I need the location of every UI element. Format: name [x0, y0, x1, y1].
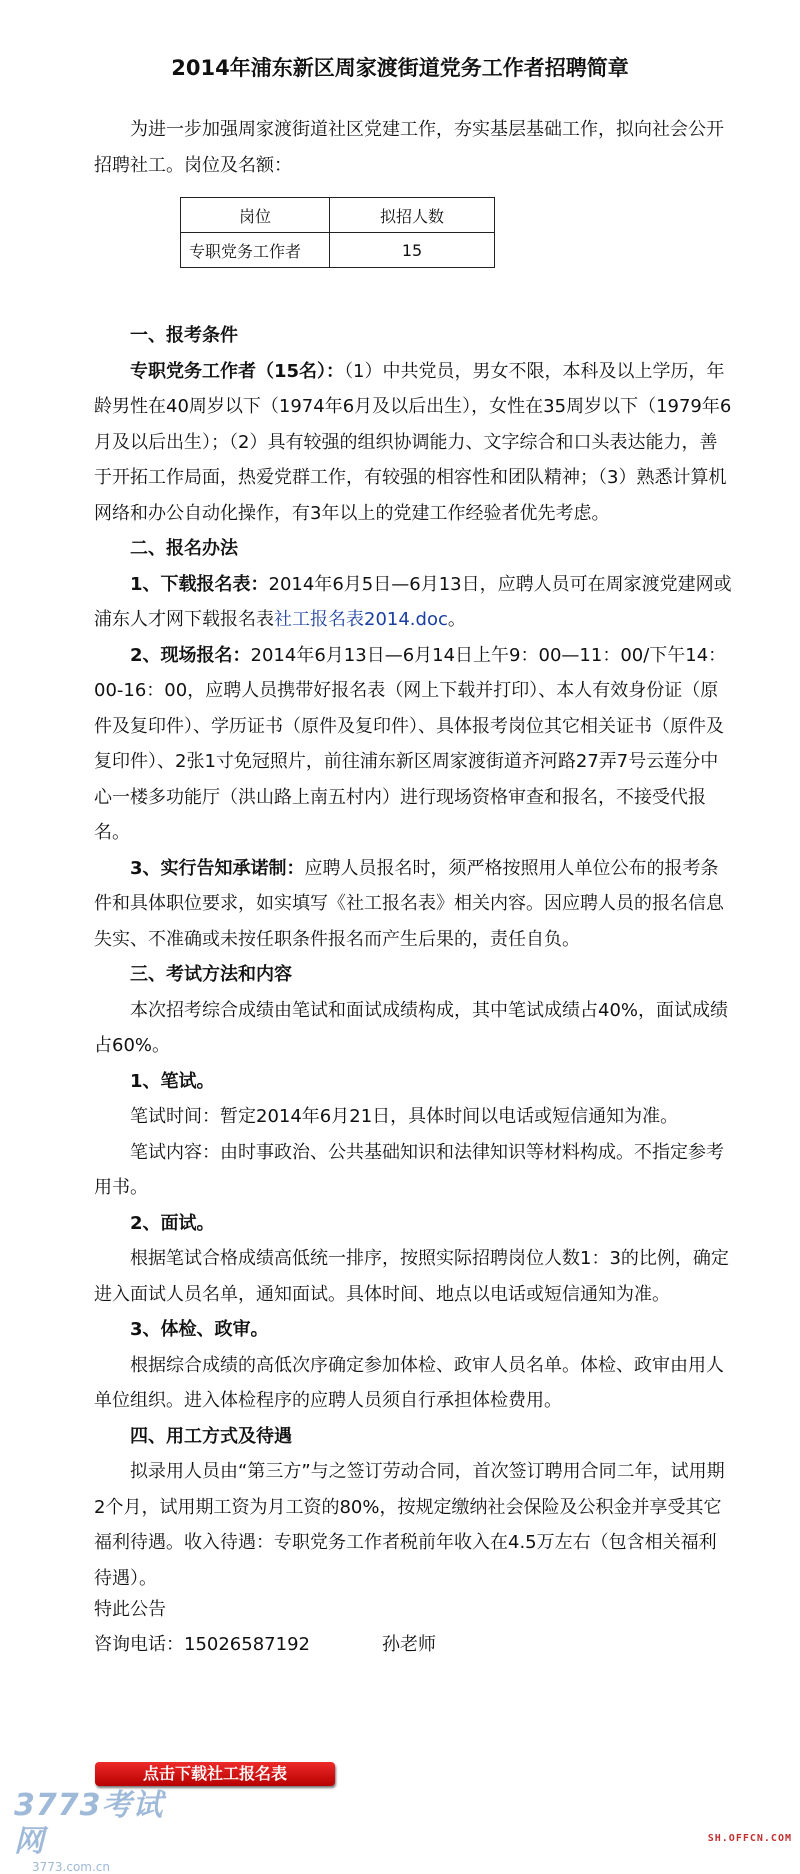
check-paragraph: 根据综合成绩的高低次序确定参加体检、政审人员名单。体检、政审由用人单位组织。进入体检程序的应聘人员须自行承担体检费用。 — [94, 1354, 724, 1411]
written-exam-heading: 1、笔试。 — [130, 1070, 215, 1092]
closing-notice: 特此公告 — [94, 1599, 166, 1620]
table-cell-count: 15 — [330, 233, 495, 268]
watermark-3773 — [14, 1788, 194, 1874]
download-text: 2014年6月5日—6月13日，应聘人员可在周家渡党建网或浦东人才网下载报名表 — [94, 573, 732, 630]
employment-paragraph: 拟录用人员由“第三方”与之签订劳动合同，首次签订聘用合同二年，试用期2个月，试用期工资为月工资的80%，按规定缴纳社会保险及公积金并享受其它福利待遇。收入待遇：专职党务工作者税前年收入在4.5万左右（包含相关福利待遇）。 — [94, 1461, 725, 1589]
table-row — [181, 233, 495, 268]
onsite-lead: 2、现场报名： — [130, 644, 251, 666]
table-header-cell: 拟招人数 — [330, 198, 495, 233]
requirements-text: （1）中共党员，男女不限，本科及以上学历，年龄男性在40周岁以下（1974年6月及以后出生），女性在35周岁以下（1979年6月及以后出生）；（2）具有较强的组织协调能力、文字综合和口头表达能力，善于开拓工作局面，热爱党群工作，有较强的相容性和团队精神；（3）熟悉计算机网络和办公自动化操作，有3年以上的党建工作经验者优先考虑。 — [94, 360, 732, 524]
intro-paragraph: 为进一步加强周家渡街道社区党建工作，夯实基层基础工作，拟向社会公开招聘社工。岗位及名额： — [94, 119, 724, 176]
exam-intro-paragraph: 本次招考综合成绩由笔试和面试成绩构成，其中笔试成绩占40%，面试成绩占60%。 — [94, 999, 729, 1056]
onsite-text: 2014年6月13日—6月14日上午9：00—11：00/下午14：00-16：00，应聘人员携带好报名表（网上下载并打印）、本人有效身份证（原件及复印件）、学历证书（原件及复印件）、具体报考岗位其它相关证书（原件及复印件）、2张1寸免冠照片，前往浦东新区周家渡街道齐河路27弄7号云莲分中心一楼多功能厅（洪山路上南五村内）进行现场资格审查和报名，不接受代报名。 — [94, 644, 727, 843]
table-cell-position: 专职党务工作者 — [181, 233, 330, 268]
form-download-link[interactable]: 社工报名表2014.doc — [274, 609, 448, 630]
pledge-lead: 3、实行告知承诺制： — [130, 857, 305, 879]
page-title: 2014年浦东新区周家渡街道党务工作者招聘简章 — [171, 56, 629, 80]
section-heading-registration: 二、报名办法 — [130, 538, 238, 559]
section-heading-exam: 三、考试方法和内容 — [130, 964, 292, 985]
closing-block — [94, 1592, 734, 1662]
pledge-text: 应聘人员报名时，须严格按照用人单位公布的报考条件和具体职位要求，如实填写《社工报名表》相关内容。因应聘人员的报名信息失实、不准确或未按任职条件报名而产生后果的，责任自负。 — [94, 857, 724, 950]
watermark-offcn: SH.OFFCN.COM — [707, 1833, 792, 1844]
download-lead: 1、下载报名表： — [130, 573, 269, 595]
written-exam-time: 笔试时间：暂定2014年6月21日，具体时间以电话或短信通知为准。 — [130, 1106, 679, 1127]
section-heading-employment: 四、用工方式及待遇 — [130, 1425, 292, 1447]
announcement-body — [94, 112, 734, 1596]
registration-download-paragraph — [94, 567, 734, 638]
written-exam-content: 笔试内容：由时事政治、公共基础知识和法律知识等材料构成。不指定参考用书。 — [94, 1141, 724, 1198]
watermark-logo: 3773考试网 — [14, 1788, 164, 1859]
watermark-url: 3773.com.cn — [32, 1860, 110, 1874]
table-header-cell: 岗位 — [181, 198, 330, 233]
contact-teacher: 孙老师 — [381, 1634, 436, 1655]
interview-paragraph: 根据笔试合格成绩高低统一排序，按照实际招聘岗位人数1：3的比例，确定进入面试人员名单，通知面试。具体时间、地点以电话或短信通知为准。 — [94, 1248, 729, 1305]
registration-onsite-paragraph — [94, 638, 734, 851]
registration-pledge-paragraph — [94, 851, 734, 958]
requirements-paragraph — [94, 354, 734, 532]
download-form-button[interactable]: 点击下载社工报名表 — [95, 1762, 335, 1786]
contact-phone: 咨询电话：15026587192 — [94, 1634, 310, 1655]
section-heading-requirements: 一、报考条件 — [130, 325, 238, 346]
download-end: 。 — [447, 609, 466, 630]
contact-line — [94, 1627, 734, 1662]
check-heading: 3、体检、政审。 — [130, 1319, 269, 1340]
requirements-lead: 专职党务工作者（15名）： — [130, 360, 345, 382]
positions-table — [180, 197, 495, 268]
table-header-row — [181, 198, 495, 233]
interview-heading: 2、面试。 — [130, 1212, 215, 1234]
